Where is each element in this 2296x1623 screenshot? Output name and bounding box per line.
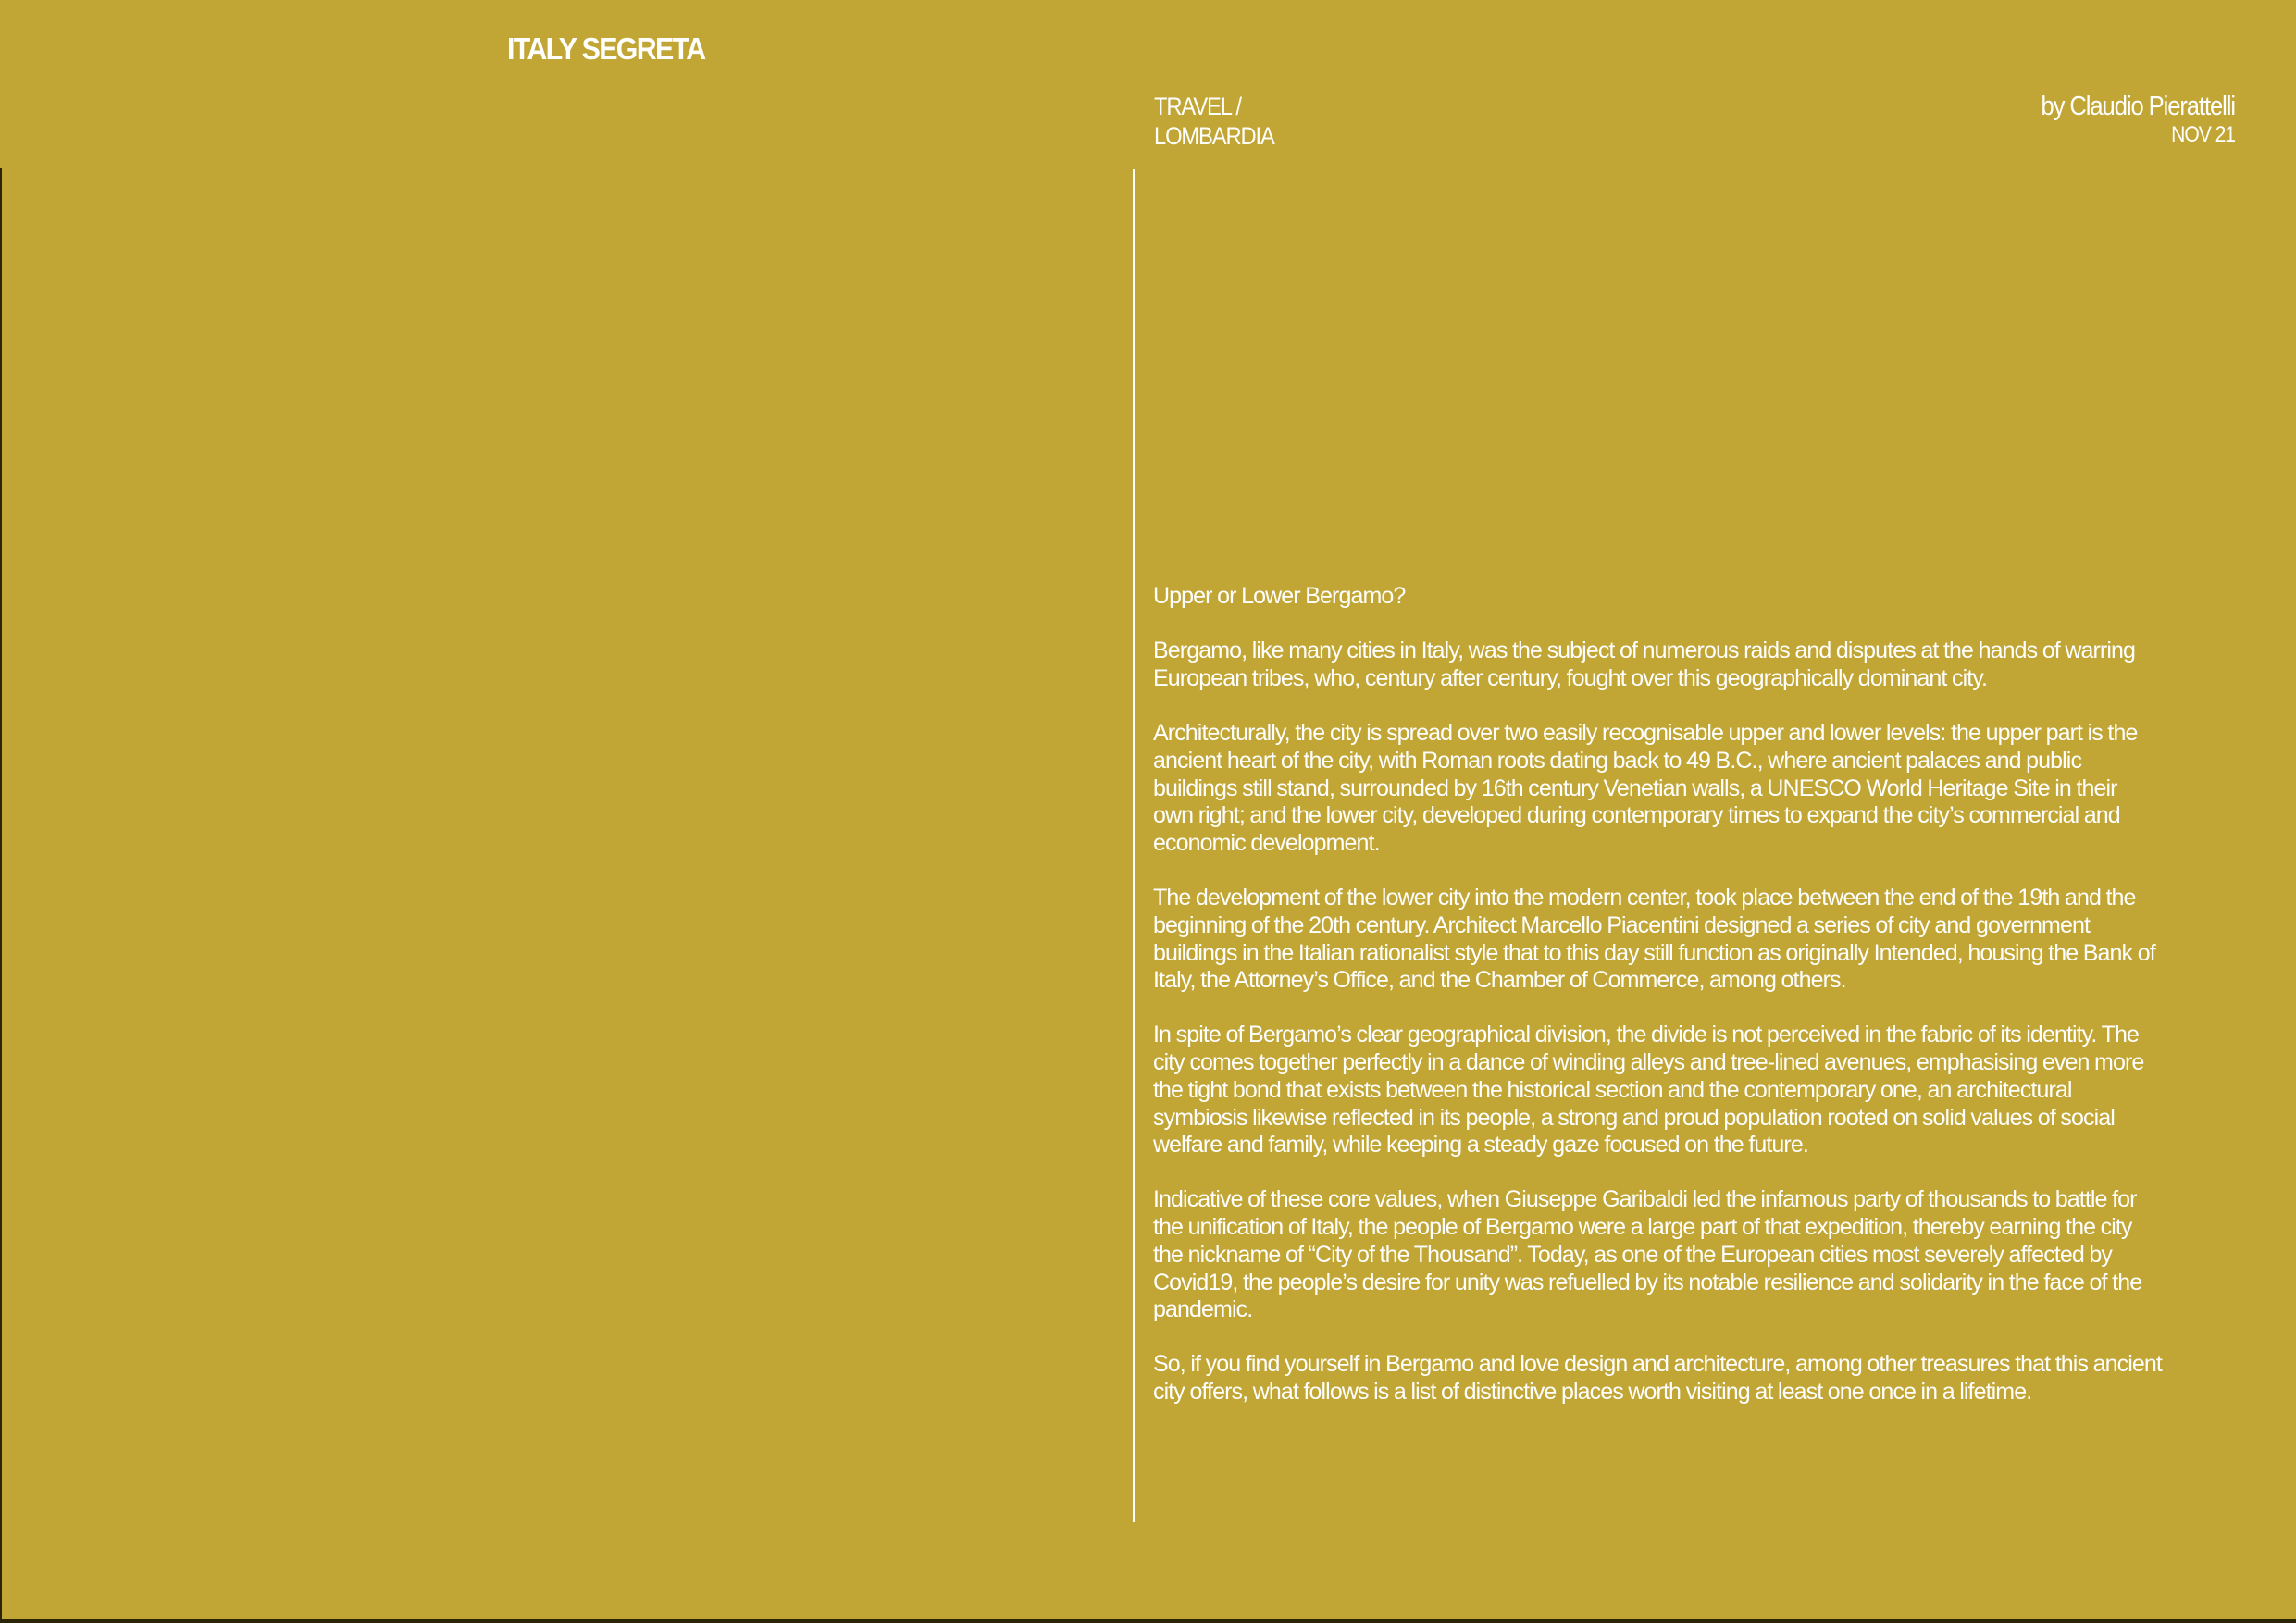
article-body [1153,583,2162,1406]
article-paragraph: Architecturally, the city is spread over two easily recognisable upper and lower levels: the upper part is the ancient heart of the city, with Roman roots dating back to 49 B.C., where ancient palaces and public buildings still stand, surrounded by 16th century Venetian walls, a UNESCO World Heritage Site in their own right; and the lower city, developed during contemporary times to expand the city’s commercial and economic development. [1153,720,2138,856]
page-left-edge [0,168,2,1623]
author-name: by Claudio Pierattelli [2041,92,2235,121]
column-rule [1133,169,1135,1522]
issue-date: NOV 21 [2171,122,2235,147]
article-paragraph: Indicative of these core values, when Giuseppe Garibaldi led the infamous party of thousands to battle for the unification of Italy, the people of Bergamo were a large part of that expedition, thereby earning the city the nickname of “City of the Thousand”. Today, as one of the European cities most severely affected by Covid19, the people’s desire for unity was refuelled by its notable resilience and solidarity in the face of the pandemic. [1153,1186,2142,1323]
byline [2042,92,2235,149]
article-paragraph: The development of the lower city into the modern center, took place between the end of the 19th and the beginning of the 20th century. Architect Marcello Piacentini designed a series of city and government buildings in the Italian rationalist style that to this day still function as originally Intended, housing the Bank of Italy, the Attorney’s Office, and the Chamber of Commerce, among others. [1153,885,2155,994]
page-bottom-edge [0,1619,2296,1623]
article-heading: Upper or Lower Bergamo? [1153,583,1406,609]
section-label [1154,92,1274,151]
article-paragraph: In spite of Bergamo’s clear geographical division, the divide is not perceived in the fabric of its identity. The city comes together perfectly in a dance of winding alleys and tree-lined avenues, emphasising even more the tight bond that exists between the historical section and the contemporary one, an architectural symbiosis likewise reflected in its people, a strong and proud population rooted on solid values of social welfare and family, while keeping a steady gaze focused on the future. [1153,1022,2144,1158]
section-region: LOMBARDIA [1154,122,1274,150]
magazine-brand: ITALY SEGRETA [507,31,705,66]
article-paragraph: Bergamo, like many cities in Italy, was the subject of numerous raids and disputes at the hands of warring European tribes, who, century after century, fought over this geographically dominant city. [1153,638,2136,691]
section-category: TRAVEL / [1154,93,1241,120]
article-paragraph: So, if you find yourself in Bergamo and love design and architecture, among other treasures that this ancient city offers, what follows is a list of distinctive places worth visiting at least one once in a lifetime. [1153,1351,2162,1406]
